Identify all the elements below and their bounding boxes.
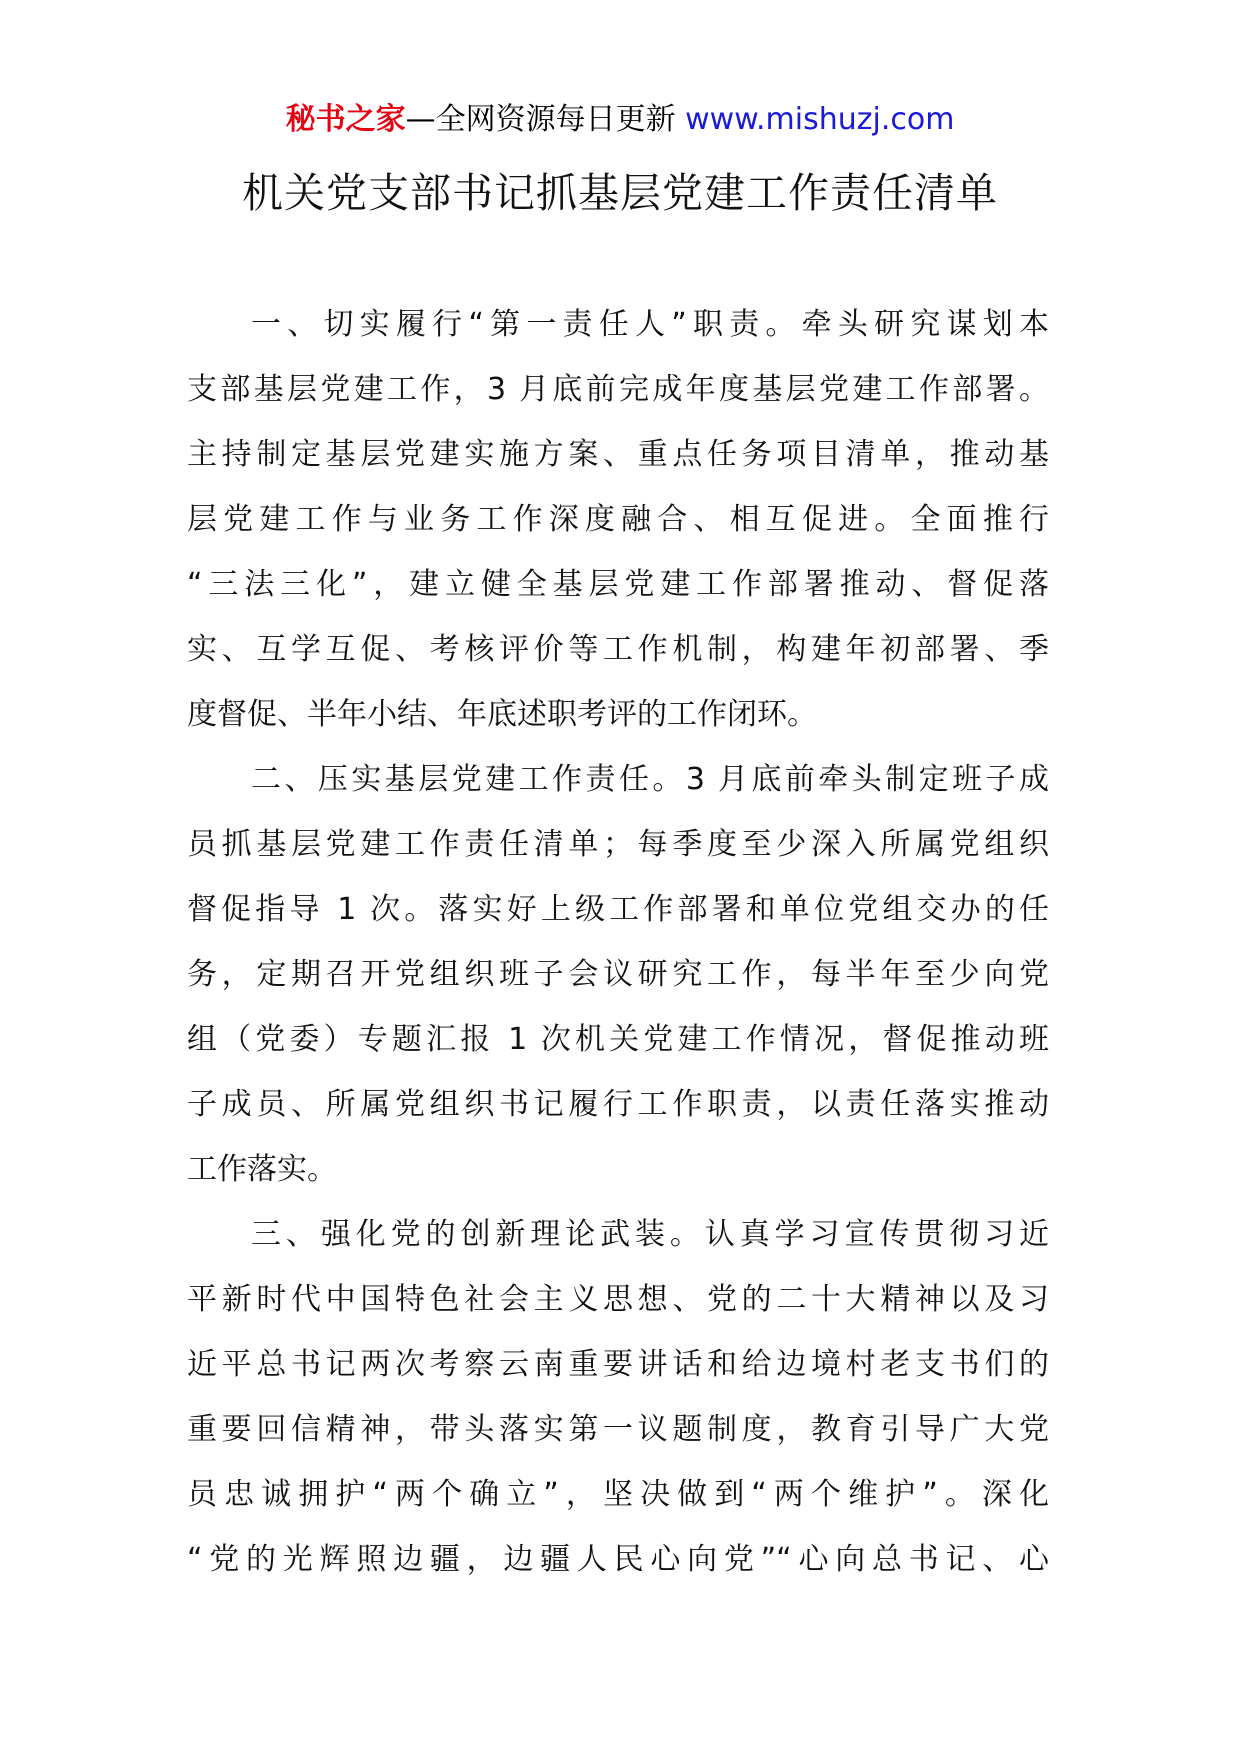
paragraph-line: 二、压实基层党建工作责任。3 月底前牵头制定班子成 (251, 762, 1049, 797)
paragraph-line: 员抓基层党建工作责任清单；每季度至少深入所属党组织 (187, 827, 1049, 862)
paragraph-line: 支部基层党建工作，3 月底前完成年度基层党建工作部署。 (187, 372, 1049, 407)
paragraph-line: 一、切实履行“第一责任人”职责。牵头研究谋划本 (251, 307, 1049, 342)
site-url: www.mishuzj.com (685, 102, 955, 137)
paragraph-line: 层党建工作与业务工作深度融合、相互促进。全面推行 (187, 502, 1049, 537)
paragraph-line: 近平总书记两次考察云南重要讲话和给边境村老支书们的 (187, 1347, 1049, 1382)
document-body (187, 292, 1049, 1592)
header-tagline: —全网资源每日更新 (405, 102, 686, 137)
document-title: 机关党支部书记抓基层党建工作责任清单 (242, 169, 998, 217)
paragraph-line: 主持制定基层党建实施方案、重点任务项目清单，推动基 (187, 437, 1049, 472)
brand-name: 秘书之家 (285, 102, 406, 137)
paragraph-line: 度督促、半年小结、年底述职考评的工作闭环。 (187, 697, 817, 732)
paragraph-line: 务，定期召开党组织班子会议研究工作，每半年至少向党 (187, 957, 1049, 992)
paragraph-line: 工作落实。 (187, 1152, 337, 1187)
paragraph-line: 子成员、所属党组织书记履行工作职责，以责任落实推动 (187, 1087, 1049, 1122)
paragraph-line: “三法三化”，建立健全基层党建工作部署推动、督促落 (187, 567, 1049, 602)
paragraph-line: 平新时代中国特色社会主义思想、党的二十大精神以及习 (187, 1282, 1049, 1317)
watermark-header (0, 100, 1240, 140)
paragraph-line: 重要回信精神，带头落实第一议题制度，教育引导广大党 (187, 1412, 1049, 1447)
paragraph-line: “党的光辉照边疆，边疆人民心向党”“心向总书记、心 (187, 1542, 1049, 1577)
paragraph-line: 实、互学互促、考核评价等工作机制，构建年初部署、季 (187, 632, 1049, 667)
paragraph-line: 督促指导 1 次。落实好上级工作部署和单位党组交办的任 (187, 892, 1049, 927)
paragraph-line: 员忠诚拥护“两个确立”，坚决做到“两个维护”。深化 (187, 1477, 1049, 1512)
paragraph-line: 三、强化党的创新理论武装。认真学习宣传贯彻习近 (251, 1217, 1049, 1252)
paragraph-line: 组（党委）专题汇报 1 次机关党建工作情况，督促推动班 (187, 1022, 1049, 1057)
